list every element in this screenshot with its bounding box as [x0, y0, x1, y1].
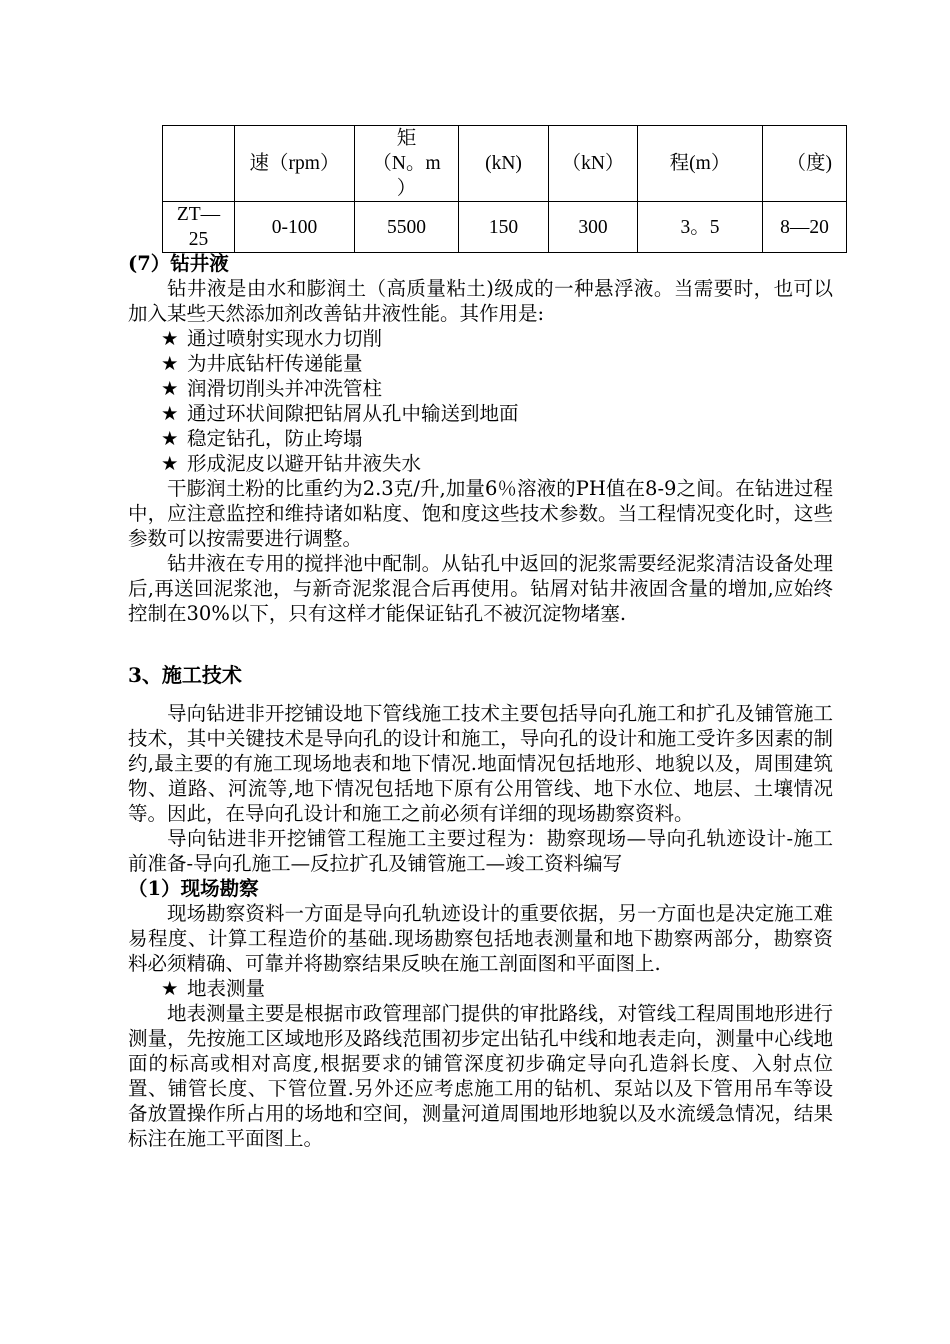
section-heading: (7）钻井液	[128, 252, 229, 275]
star-icon: ★	[161, 452, 179, 475]
paragraph: 干膨润土粉的比重约为2.3克/升,加量6％溶液的PH值在8-9之间。在钻进过程中，应注意监控和维持诸如粘度、饱和度这些技术参数。当工程情况变化时，这些参数可以按需要进行调整。	[128, 477, 833, 550]
star-icon: ★	[161, 377, 179, 400]
star-icon: ★	[161, 402, 179, 425]
table-cell: 速（rpm）	[235, 126, 355, 202]
paragraph: 导向钻进非开挖铺管工程施工主要过程为：勘察现场—导向孔轨迹设计-施工前准备-导向孔施工—反拉扩孔及铺管施工—竣工资料编写	[128, 827, 833, 875]
table-cell: 150	[459, 202, 549, 253]
bullet-item: ★ 稳定钻孔，防止垮塌	[161, 427, 363, 450]
subsection-heading: （1）现场勘察	[128, 877, 259, 900]
table-cell: （度)	[763, 126, 847, 202]
section-heading: 3、施工技术	[128, 663, 242, 687]
paragraph: 导向钻进非开挖铺设地下管线施工技术主要包括导向孔施工和扩孔及铺管施工技术，其中关键技术是导向孔的设计和施工，导向孔的设计和施工受许多因素的制约,最主要的有施工现场地表和地下情况.地面情况包括地形、地貌以及，周围建筑物、道路、河流等,地下情况包括地下原有公用管线、地下水位、地层、土壤情况等。因此，在导向孔设计和施工之前必须有详细的现场勘察资料。	[128, 702, 833, 825]
star-icon: ★	[161, 327, 179, 350]
section-construction-body	[128, 701, 833, 1151]
paragraph: 钻井液在专用的搅拌池中配制。从钻孔中返回的泥浆需要经泥浆清洁设备处理后,再送回泥浆池，与新奇泥浆混合后再使用。钻屑对钻井液固含量的增加,应始终控制在30%以下，只有这样才能保证钻孔不被沉淀物堵塞.	[128, 552, 833, 625]
paragraph: 现场勘察资料一方面是导向孔轨迹设计的重要依据，另一方面也是决定施工难易程度、计算工程造价的基础.现场勘察包括地表测量和地下勘察两部分，勘察资料必须精确、可靠并将勘察结果反映在施工剖面图和平面图上.	[128, 902, 833, 975]
paragraph: 地表测量主要是根据市政管理部门提供的审批路线，对管线工程周围地形进行测量，先按施工区域地形及路线范围初步定出钻孔中线和地表走向，测量中心线地面的标高或相对高度,根据要求的铺管深度初步确定导向孔造斜长度、入射点位置、铺管长度、下管位置.另外还应考虑施工用的钻机、泵站以及下管用吊车等设备放置操作所占用的场地和空间，测量河道周围地形地貌以及水流缓急情况，结果标注在施工平面图上。	[128, 1002, 833, 1150]
table-cell: 300	[549, 202, 638, 253]
drill-spec-table	[162, 125, 847, 253]
table-cell: 程(m）	[638, 126, 763, 202]
bullet-item: ★ 通过喷射实现水力切削	[161, 327, 383, 350]
table-header-row	[163, 126, 847, 202]
table-cell: （kN）	[549, 126, 638, 202]
bullet-item: ★ 地表测量	[161, 977, 266, 1000]
bullet-item: ★ 通过环状间隙把钻屑从孔中输送到地面	[161, 402, 519, 425]
section-drilling-fluid	[128, 251, 833, 626]
section-construction-tech	[128, 663, 833, 688]
bullet-item: ★ 为井底钻杆传递能量	[161, 352, 363, 375]
paragraph: 钻井液是由水和膨润土（高质量粘土)级成的一种悬浮液。当需要时，也可以加入某些天然添加剂改善钻井液性能。其作用是:	[128, 277, 833, 325]
table-cell: (kN)	[459, 126, 549, 202]
table-cell: 矩 （N。m ）	[355, 126, 459, 202]
table-row	[163, 202, 847, 253]
table-cell: 5500	[355, 202, 459, 253]
star-icon: ★	[161, 427, 179, 450]
star-icon: ★	[161, 352, 179, 375]
table-cell: 3。5	[638, 202, 763, 253]
table-cell: ZT— 25	[163, 202, 235, 253]
bullet-item: ★ 润滑切削头并冲洗管柱	[161, 377, 383, 400]
table-cell: 0-100	[235, 202, 355, 253]
table-cell: 8—20	[763, 202, 847, 253]
star-icon: ★	[161, 977, 179, 1000]
table-cell	[163, 126, 235, 202]
bullet-item: ★ 形成泥皮以避开钻井液失水	[161, 452, 422, 475]
